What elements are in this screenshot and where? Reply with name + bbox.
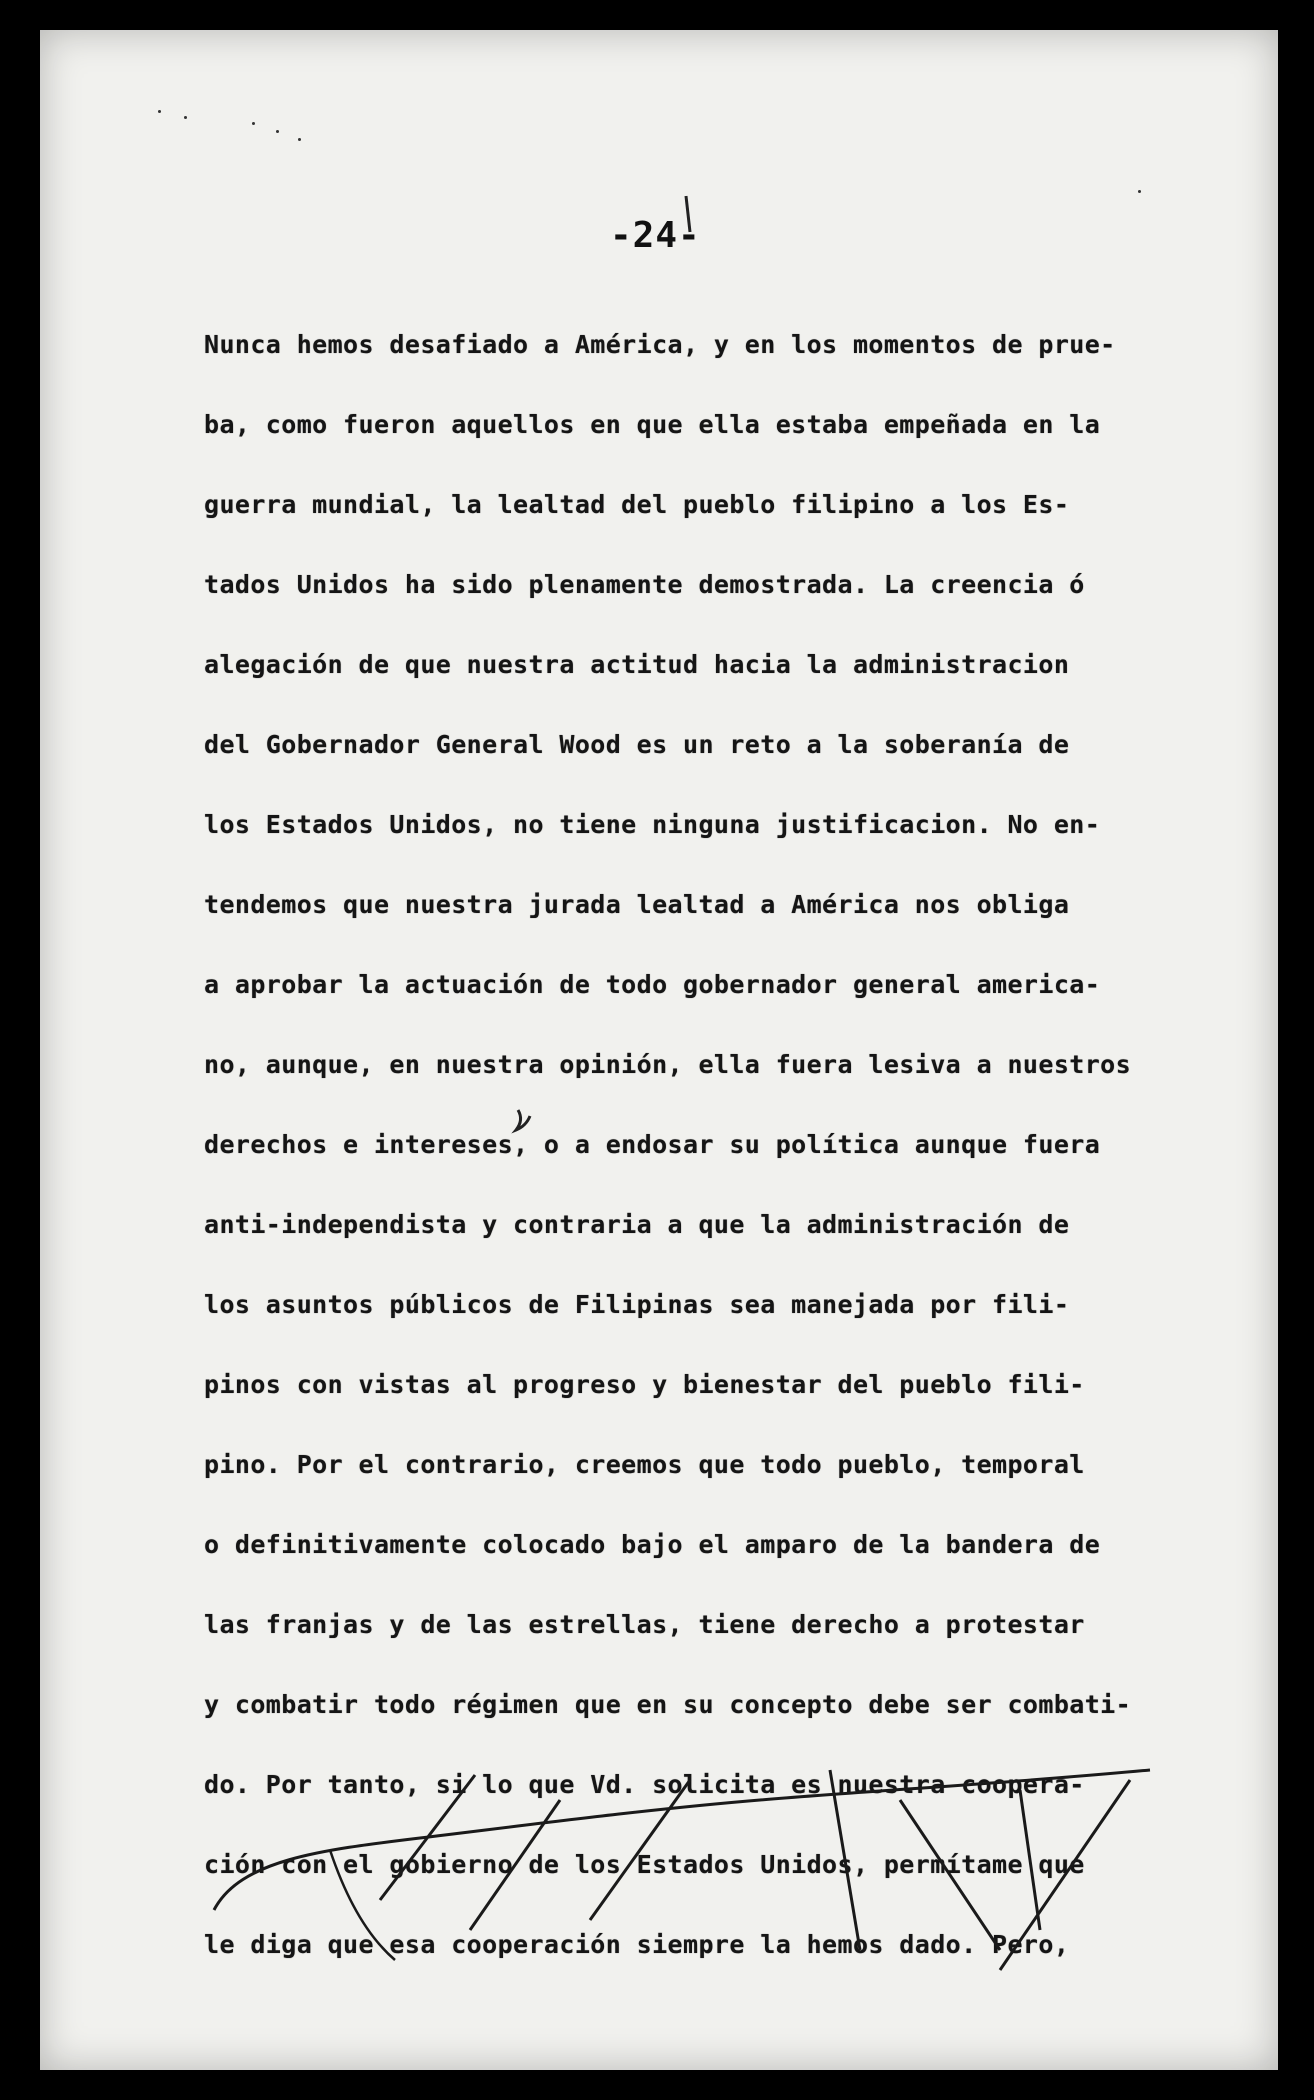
body-text — [204, 320, 1204, 2000]
text-line: Nunca hemos desafiado a América, y en los momentos de prue- — [204, 330, 1116, 359]
ink-speck — [298, 138, 301, 141]
page-number: -24- — [610, 215, 701, 256]
text-line: ción con el gobierno de los Estados Unidos, permítame que — [204, 1850, 1085, 1879]
text-line: tados Unidos ha sido plenamente demostrada. La creencia ó — [204, 570, 1085, 599]
text-line: los Estados Unidos, no tiene ninguna justificacion. No en- — [204, 810, 1101, 839]
ink-speck — [158, 110, 161, 113]
text-line: a aprobar la actuación de todo gobernador general america- — [204, 970, 1101, 999]
text-line: pinos con vistas al progreso y bienestar del pueblo fili- — [204, 1370, 1085, 1399]
text-line: los asuntos públicos de Filipinas sea manejada por fili- — [204, 1290, 1070, 1319]
text-line: ba, como fueron aquellos en que ella estaba empeñada en la — [204, 410, 1101, 439]
ink-speck — [276, 130, 279, 133]
text-line: tendemos que nuestra jurada lealtad a América nos obliga — [204, 890, 1070, 919]
text-line: del Gobernador General Wood es un reto a la soberanía de — [204, 730, 1070, 759]
text-line: le diga que esa cooperación siempre la hemos dado. Pero, — [204, 1930, 1070, 1959]
text-line: o definitivamente colocado bajo el amparo de la bandera de — [204, 1530, 1101, 1559]
text-line: no, aunque, en nuestra opinión, ella fuera lesiva a nuestros — [204, 1050, 1132, 1079]
ink-speck — [1138, 190, 1141, 193]
ink-speck — [252, 122, 255, 125]
ink-speck — [184, 116, 187, 119]
text-line: do. Por tanto, si lo que Vd. solicita es nuestra coopera- — [204, 1770, 1085, 1799]
text-line: guerra mundial, la lealtad del pueblo filipino a los Es- — [204, 490, 1070, 519]
text-line: y combatir todo régimen que en su concepto debe ser combati- — [204, 1690, 1132, 1719]
text-line: alegación de que nuestra actitud hacia la administracion — [204, 650, 1070, 679]
text-line: pino. Por el contrario, creemos que todo pueblo, temporal — [204, 1450, 1085, 1479]
text-line: derechos e intereses, o a endosar su política aunque fuera — [204, 1130, 1101, 1159]
text-line: anti-independista y contraria a que la administración de — [204, 1210, 1070, 1239]
text-line: las franjas y de las estrellas, tiene derecho a protestar — [204, 1610, 1085, 1639]
